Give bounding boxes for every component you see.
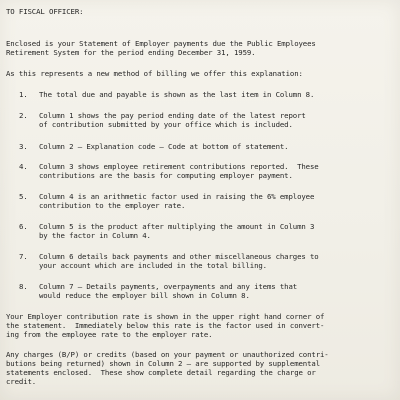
item-number: 6.	[19, 222, 28, 231]
item-text: would reduce the employer bill shown in Column 8.	[39, 291, 250, 300]
item-text: Column 2 — Explanation code — Code at bottom of statement.	[39, 142, 289, 151]
item-number: 4.	[19, 162, 28, 171]
closing-line: butions being returned) shown in Column 2 — are supported by supplemental	[6, 359, 320, 368]
closing-line: Any charges (B/P) or credits (based on your payment or unauthorized contri-	[6, 350, 329, 359]
item-number: 1.	[19, 90, 28, 99]
intro-line: Retirement System for the period ending December 31, 1959.	[6, 48, 256, 57]
item-text: Column 4 is an arithmetic factor used in raising the 6% employee	[39, 192, 315, 201]
item-text: Column 6 details back payments and other miscellaneous charges to	[39, 252, 319, 261]
closing-line: ing from the employee rate to the employer rate.	[6, 330, 213, 339]
item-number: 8.	[19, 282, 28, 291]
closing-line: the statement. Immediately below this rate is the factor used in convert-	[6, 321, 325, 330]
item-number: 2.	[19, 111, 28, 120]
item-text: The total due and payable is shown as the last item in Column 8.	[39, 90, 315, 99]
addressee: TO FISCAL OFFICER:	[6, 7, 84, 16]
item-text: contributions are the basis for computing employer payment.	[39, 171, 293, 180]
item-text: Column 1 shows the pay period ending date of the latest report	[39, 111, 306, 120]
item-number: 5.	[19, 192, 28, 201]
intro-line: As this represents a new method of billing we offer this explanation:	[6, 69, 303, 78]
item-text: Column 5 is the product after multiplying the amount in Column 3	[39, 222, 315, 231]
closing-line: credit.	[6, 377, 37, 386]
item-number: 7.	[19, 252, 28, 261]
item-text: by the factor in Column 4.	[39, 231, 151, 240]
item-number: 3.	[19, 142, 28, 151]
item-text: of contribution submitted by your office which is included.	[39, 120, 293, 129]
item-text: contribution to the employer rate.	[39, 201, 186, 210]
item-text: your account which are included in the total billing.	[39, 261, 267, 270]
closing-line: Your Employer contribution rate is shown in the upper right hand corner of	[6, 312, 325, 321]
closing-line: statements enclosed. These show complete detail regarding the charge or	[6, 368, 316, 377]
item-text: Column 7 — Details payments, overpayments and any items that	[39, 282, 298, 291]
intro-line: Enclosed is your Statement of Employer payments due the Public Employees	[6, 39, 316, 48]
item-text: Column 3 shows employee retirement contributions reported. These	[39, 162, 319, 171]
